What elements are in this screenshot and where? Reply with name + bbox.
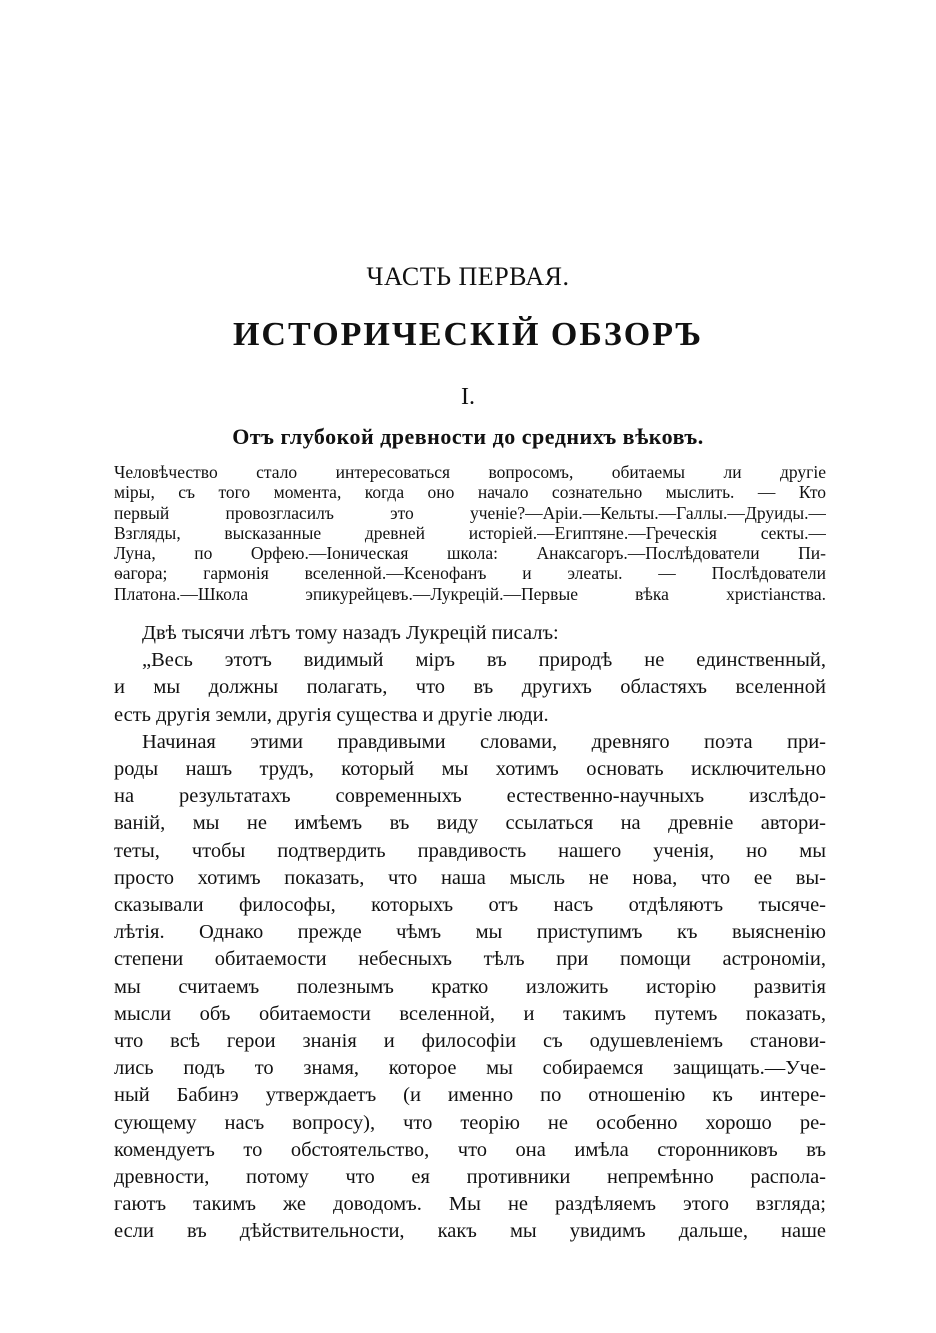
body-line: есть другія земли, другія существа и другіе люди. (114, 703, 549, 726)
body-line: Начиная этими правдивыми словами, древняго поэта при- (142, 730, 826, 753)
body-line: ный Бабинэ утверждаетъ (и именно по отношенію къ интере- (114, 1084, 826, 1107)
body-text (114, 620, 826, 1246)
body-line: „Весь этотъ видимый міръ въ природѣ не единственный, (142, 649, 826, 672)
summary-line: міры, съ того момента, когда оно начало сознательно мыслить. — Кто (114, 482, 826, 503)
body-line: ваній, мы не имѣемъ въ виду ссылаться на древніе автори- (114, 812, 826, 835)
summary-line: Взгляды, высказанные древней исторіей.—Египтяне.—Греческія секты.— (114, 522, 826, 543)
summary-line: Луна, по Орфею.—Іоническая школа: Анаксагоръ.—Послѣдователи Пи- (114, 543, 826, 564)
body-line: лѣтія. Однако прежде чѣмъ мы приступимъ къ выясненію (114, 921, 826, 944)
summary-line: ѳагора; гармонія вселенной.—Ксенофанъ и элеаты. — Послѣдователи (114, 563, 826, 584)
summary-line: первый провозгласилъ это ученіе?—Аріи.—Кельты.—Галлы.—Друиды.— (114, 502, 826, 523)
body-line: теты, чтобы подтвердить правдивость нашего ученія, но мы (114, 839, 826, 862)
body-line: просто хотимъ показать, что наша мысль не нова, что ее вы- (114, 866, 826, 889)
body-line: и мы должны полагать, что въ другихъ областяхъ вселенной (114, 676, 826, 699)
body-line: древности, потому что ея противники непремѣнно распола- (114, 1166, 826, 1189)
main-title: ИСТОРИЧЕСКІЙ ОБЗОРЪ (232, 316, 703, 353)
body-line: сующему насъ вопросу), что теорію не особенно хорошо ре- (114, 1111, 826, 1134)
part-title: ЧАСТЬ ПЕРВАЯ. (366, 262, 570, 291)
body-line: сказывали философы, которыхъ отъ насъ отдѣляютъ тысяче- (114, 894, 826, 917)
body-line: на результатахъ современныхъ естественно-научныхъ изслѣдо- (114, 785, 826, 808)
summary-line: Платона.—Школа эпикурейцевъ.—Лукрецій.—Первые вѣка христіанства. (114, 583, 826, 604)
body-line: роды нашъ трудъ, который мы хотимъ основать исключительно (114, 758, 826, 781)
body-line: мы считаемъ полезнымъ кратко изложить исторію развитія (114, 975, 826, 998)
body-line: если въ дѣйствительности, какъ мы увидимъ дальше, наше (114, 1220, 826, 1243)
body-line: лись подъ то знамя, которое мы собираемся защищать.—Уче- (114, 1057, 826, 1080)
chapter-number: I. (461, 384, 475, 410)
chapter-summary (114, 462, 826, 604)
body-line: степени обитаемости небесныхъ тѣлъ при помощи астрономіи, (114, 948, 826, 971)
body-line: гаютъ такимъ же доводомъ. Мы не раздѣляемъ этого взгляда; (114, 1193, 826, 1216)
summary-line: Человѣчество стало интересоваться вопросомъ, обитаемы ли другіе (114, 462, 826, 482)
chapter-title: Отъ глубокой древности до среднихъ вѣковъ. (232, 424, 704, 449)
body-line: Двѣ тысячи лѣтъ тому назадъ Лукрецій писалъ: (142, 622, 559, 644)
body-line: комендуетъ то обстоятельство, что она имѣла сторонниковъ въ (114, 1138, 826, 1161)
body-line: что всѣ герои знанія и философіи съ одушевленіемъ станови- (114, 1030, 826, 1053)
body-line: мысли объ обитаемости вселенной, и такимъ путемъ показать, (114, 1002, 826, 1025)
